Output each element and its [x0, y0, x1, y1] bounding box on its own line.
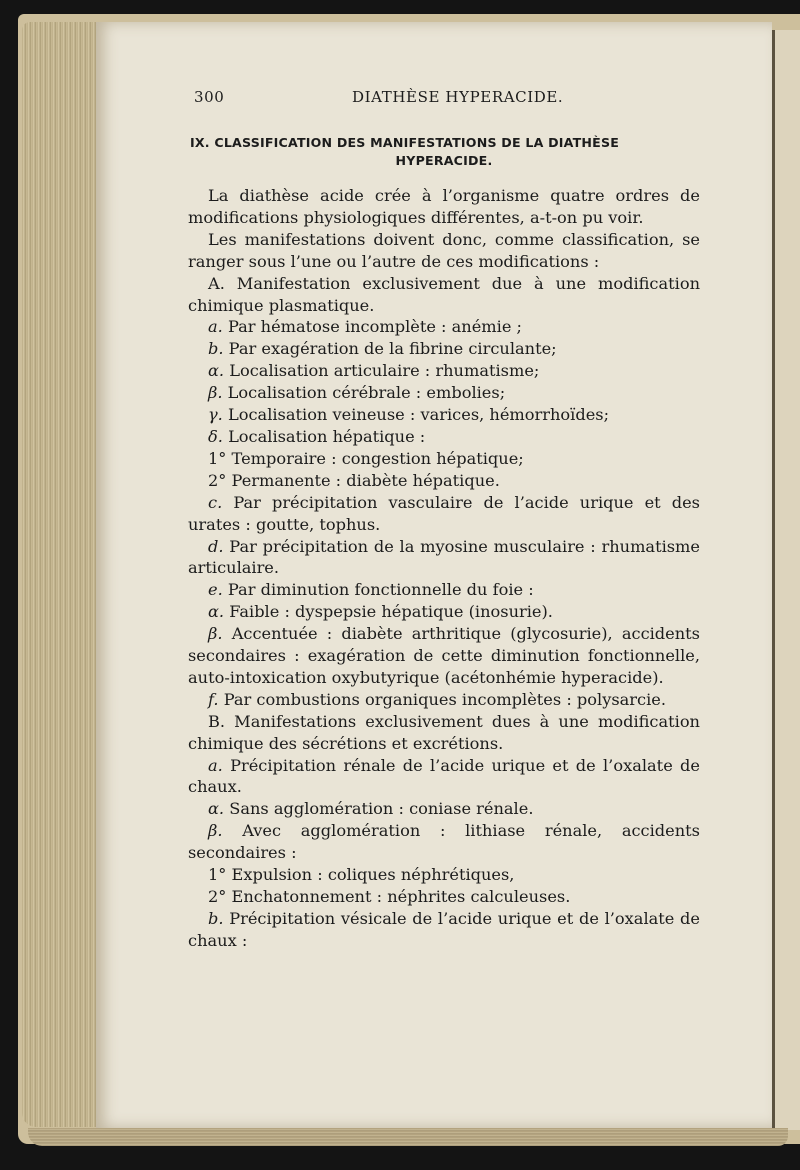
- paragraph-text: Localisation cérébrale : embolies;: [227, 383, 506, 403]
- paragraph: [188, 273, 700, 317]
- paragraph-label: a.: [208, 755, 223, 775]
- paragraph-label: α.: [208, 799, 225, 819]
- paragraph: [188, 689, 700, 711]
- paragraph: [188, 886, 700, 908]
- section-number: IX.: [190, 135, 210, 150]
- paragraph-text: Précipitation vésicale de l’acide urique et de l’oxalate de chaux :: [188, 908, 700, 950]
- paragraph: [188, 623, 700, 689]
- paragraph-label: d.: [208, 536, 224, 556]
- paragraph-text: 2° Permanente : diabète hépatique.: [208, 470, 500, 490]
- paragraph: [188, 338, 700, 360]
- paragraph-text: B. Manifestations exclusivement dues à une modification chimique des sécrétions et excrétions.: [188, 711, 700, 753]
- paragraph-text: A. Manifestation exclusivement due à une modification chimique plasmatique.: [188, 273, 700, 315]
- paragraph-label: β.: [208, 624, 223, 644]
- paragraph-text: Précipitation rénale de l’acide urique et de l’oxalate de chaux.: [188, 755, 700, 797]
- running-title: DIATHÈSE HYPERACIDE.: [352, 88, 564, 106]
- section-title-line2: HYPERACIDE.: [395, 153, 493, 168]
- paragraph-text: Localisation hépatique :: [228, 426, 426, 446]
- paragraph: [188, 229, 700, 273]
- paragraph-text: Avec agglomération : lithiase rénale, accidents secondaires :: [188, 821, 700, 863]
- running-head: [188, 88, 700, 112]
- paragraph-text: Par exagération de la fibrine circulante;: [228, 339, 557, 359]
- paragraph-text: Sans agglomération : coniase rénale.: [229, 799, 534, 819]
- paragraph: [188, 755, 700, 799]
- paragraph: [188, 470, 700, 492]
- paragraph: [188, 579, 700, 601]
- paragraph: [188, 316, 700, 338]
- paragraph-label: c.: [208, 492, 223, 512]
- paragraph-text: La diathèse acide crée à l’organisme quatre ordres de modifications physiologiques différentes, a-t-on pu voir.: [188, 186, 700, 227]
- section-title-line1: [188, 134, 700, 152]
- page-number: 300: [194, 88, 225, 106]
- paragraph-text: 1° Expulsion : coliques néphrétiques,: [208, 865, 515, 885]
- facing-page-edge: [772, 30, 800, 1130]
- paragraph-text: Par hématose incomplète : anémie ;: [227, 317, 523, 337]
- paragraph-label: β.: [208, 383, 223, 403]
- paragraph-label: δ.: [208, 426, 223, 446]
- page-edges: [22, 22, 102, 1127]
- paragraph-label: α.: [208, 361, 225, 381]
- paragraph-text: Localisation veineuse : varices, hémorrhoïdes;: [227, 405, 610, 425]
- paragraph-text: Par précipitation de la myosine musculaire : rhumatisme articulaire.: [188, 536, 700, 578]
- paragraph: [188, 382, 700, 404]
- paragraph: [188, 711, 700, 755]
- paragraph: [188, 820, 700, 864]
- paragraph: [188, 798, 700, 820]
- body-text: [188, 185, 700, 952]
- paragraph-label: b.: [208, 339, 224, 359]
- paragraph: [188, 185, 700, 229]
- paragraph-label: b.: [208, 908, 224, 928]
- paragraph: [188, 360, 700, 382]
- page-content: [188, 88, 700, 952]
- paragraph-label: β.: [208, 821, 223, 841]
- paragraph-text: Localisation articulaire : rhumatisme;: [229, 361, 540, 381]
- section-title-text: CLASSIFICATION DES MANIFESTATIONS DE LA DIATHÈSE: [214, 135, 620, 150]
- paragraph: [188, 426, 700, 448]
- paragraph-label: f.: [208, 689, 219, 709]
- page-stack-bottom: [28, 1128, 788, 1146]
- paragraph-text: Par diminution fonctionnelle du foie :: [227, 580, 534, 600]
- paragraph: [188, 864, 700, 886]
- paragraph: [188, 448, 700, 470]
- paragraph-label: e.: [208, 580, 223, 600]
- paragraph: [188, 536, 700, 580]
- paragraph-text: Par combustions organiques incomplètes : polysarcie.: [223, 689, 667, 709]
- paragraph-text: Par précipitation vasculaire de l’acide urique et des urates : goutte, tophus.: [188, 492, 700, 534]
- paragraph-text: Faible : dyspepsie hépatique (inosurie).: [229, 602, 553, 622]
- paragraph-label: α.: [208, 602, 225, 622]
- paragraph-text: Les manifestations doivent donc, comme classification, se ranger sous l’une ou l’autre de ces modifications :: [188, 229, 700, 271]
- section-heading: [188, 134, 700, 170]
- paragraph: [188, 601, 700, 623]
- paragraph-text: 1° Temporaire : congestion hépatique;: [208, 448, 524, 468]
- paragraph: [188, 908, 700, 952]
- paragraph-label: γ.: [208, 405, 223, 425]
- paragraph-text: 2° Enchatonnement : néphrites calculeuses.: [208, 887, 571, 906]
- paragraph: [188, 404, 700, 426]
- paragraph: [188, 492, 700, 536]
- paragraph-text: Accentuée : diabète arthritique (glycosurie), accidents secondaires : exagération de cette diminution fonctionnelle, auto-intoxication oxybutyrique (acétonhémie hyperacide).: [188, 624, 700, 687]
- paragraph-label: a.: [208, 317, 223, 337]
